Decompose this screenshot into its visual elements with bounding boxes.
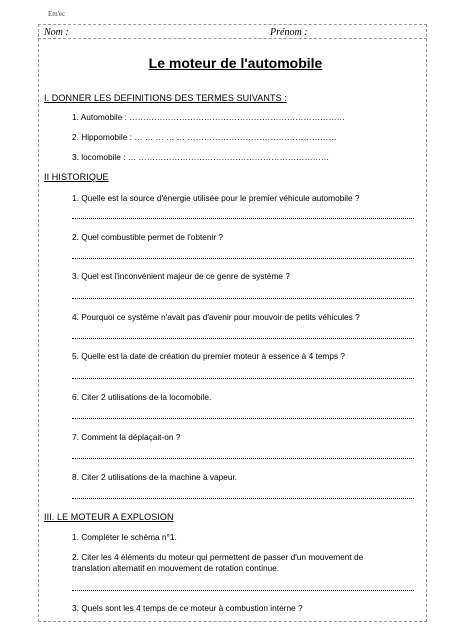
answer-line bbox=[72, 298, 414, 299]
question-2-8: 8. Citer 2 utilisations de la machine à vapeur. bbox=[72, 472, 238, 482]
answer-line bbox=[72, 458, 414, 459]
question-2-2: 2. Quel combustible permet de l'obtenir ? bbox=[72, 232, 224, 242]
definition-hippomobile: 2. Hippomobile : … … … … … ……………………………………………… bbox=[72, 132, 337, 142]
question-2-1: 1. Quelle est la source d'énergie utilisée pour le premier véhicule automobile ? bbox=[72, 193, 360, 203]
header-separator bbox=[38, 38, 427, 39]
question-2-5: 5. Quelle est la date de création du premier moteur à essence à 4 temps ? bbox=[72, 351, 346, 361]
answer-line bbox=[72, 338, 414, 339]
nom-label: Nom : bbox=[44, 27, 69, 38]
answer-line bbox=[72, 218, 414, 219]
question-2-3: 3. Quel est l'inconvénient majeur de ce genre de système ? bbox=[72, 271, 290, 281]
page-title: Le moteur de l'automobile bbox=[148, 55, 323, 71]
answer-line bbox=[72, 590, 414, 591]
answer-line bbox=[72, 498, 414, 499]
section-2-heading: II HISTORIQUE bbox=[44, 172, 109, 182]
prenom-label: Prénom : bbox=[270, 27, 308, 38]
definition-automobile: 1. Automobile : …………………………………………………………………… bbox=[72, 112, 345, 122]
question-3-2-continued: translation alternatif en mouvement de rotation continue. bbox=[72, 563, 280, 573]
question-3-3: 3. Quels sont les 4 temps de ce moteur à combustion interne ? bbox=[72, 603, 303, 613]
definition-locomobile: 3. locomobile : … …………………………………………………………… bbox=[72, 152, 330, 162]
answer-line bbox=[72, 258, 414, 259]
answer-line bbox=[72, 418, 414, 419]
question-2-4: 4. Pourquoi ce système n'avait pas d'avenir pour mouvoir de petits véhicules ? bbox=[72, 312, 360, 322]
header-small-label: Em'ec bbox=[48, 10, 66, 18]
section-3-heading: III. LE MOTEUR A EXPLOSION bbox=[44, 512, 174, 522]
question-2-7: 7. Comment la déplaçait-on ? bbox=[72, 432, 181, 442]
question-3-1: 1. Compléter le schéma n°1. bbox=[72, 532, 177, 542]
answer-line bbox=[72, 378, 414, 379]
section-1-heading: I. DONNER LES DEFINITIONS DES TERMES SUIVANTS : bbox=[44, 93, 287, 103]
question-2-6: 6. Citer 2 utilisations de la locomobile. bbox=[72, 392, 212, 402]
question-3-2: 2. Citer les 4 éléments du moteur qui permettent de passer d'un mouvement de bbox=[72, 552, 364, 562]
